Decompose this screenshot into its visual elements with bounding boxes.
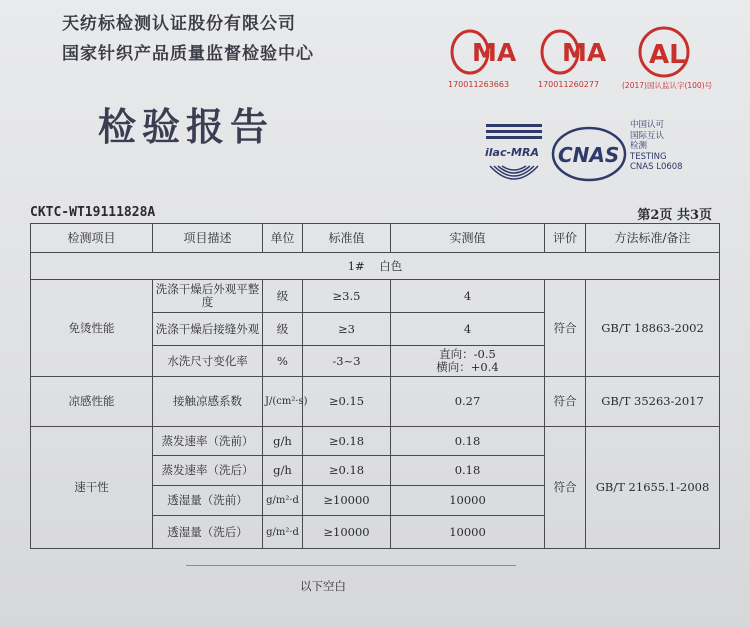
cma-icon xyxy=(540,28,618,76)
end-of-content-note: 以下空白 xyxy=(300,579,346,593)
page-title: 检验报告 xyxy=(98,104,275,149)
test-item: 速干性 xyxy=(31,427,153,549)
test-item: 免烫性能 xyxy=(31,280,153,377)
cnas-logo xyxy=(550,124,628,184)
cal-icon xyxy=(630,26,700,78)
cma-icon xyxy=(450,28,528,76)
cma-2-label: MA xyxy=(562,38,607,67)
cma-1-number: 170011263663 xyxy=(448,80,510,89)
report-number: CKTC-WT19111828A xyxy=(30,205,156,220)
cma-logo-2 xyxy=(540,28,618,76)
cnas-text-line: 国际互认 xyxy=(630,130,665,141)
column-header: 检测项目 xyxy=(31,224,153,253)
measured-value: 10000 xyxy=(391,516,545,549)
item-description: 蒸发速率（洗前） xyxy=(153,427,263,456)
column-header: 项目描述 xyxy=(153,224,263,253)
measured-value: 4 xyxy=(391,313,545,346)
cnas-text-line: 检测 xyxy=(630,141,648,151)
column-header: 实测值 xyxy=(391,224,545,253)
ilac-mra-logo xyxy=(480,118,548,198)
center-name: 国家针织产品质量监督检验中心 xyxy=(62,44,314,64)
cma-logo-1 xyxy=(450,28,528,76)
cnas-icon xyxy=(550,124,628,184)
cma-2-number: 170011260277 xyxy=(538,80,600,89)
measured-value: 0.27 xyxy=(391,377,545,427)
test-results-table xyxy=(30,223,720,549)
table-header-row xyxy=(31,224,720,253)
column-header: 评价 xyxy=(545,224,586,253)
cal-number: (2017)国认监认字(100)号 xyxy=(622,81,713,90)
standard-value: ≥3 xyxy=(303,313,391,346)
cal-logo xyxy=(630,26,700,78)
standard-value: ≥10000 xyxy=(303,516,391,549)
cma-1-label: MA xyxy=(472,38,517,67)
measured-value: 0.18 xyxy=(391,456,545,486)
table-row xyxy=(31,427,720,456)
measured-value: 直向：-0.5 横向：+0.4 xyxy=(391,346,545,377)
page-number: 第2页 共3页 xyxy=(637,208,712,223)
standard-value: ≥0.15 xyxy=(303,377,391,427)
unit: J/(cm²·s) xyxy=(263,377,303,427)
evaluation: 符合 xyxy=(545,377,586,427)
cnas-text-line: 中国认可 xyxy=(630,120,665,130)
standard-value: ≥0.18 xyxy=(303,456,391,486)
method-standard: GB/T 35263-2017 xyxy=(586,377,720,427)
sample-label: 1# 白色 xyxy=(31,253,720,280)
unit: g/m²·d xyxy=(263,486,303,516)
item-description: 洗涤干燥后外观平整度 xyxy=(153,280,263,313)
standard-value: ≥0.18 xyxy=(303,427,391,456)
item-description: 透湿量（洗后） xyxy=(153,516,263,549)
unit: g/h xyxy=(263,456,303,486)
unit: g/m²·d xyxy=(263,516,303,549)
item-description: 蒸发速率（洗后） xyxy=(153,456,263,486)
unit: g/h xyxy=(263,427,303,456)
column-header: 标准值 xyxy=(303,224,391,253)
unit: 级 xyxy=(263,313,303,346)
ilac-icon xyxy=(480,118,548,198)
table-row xyxy=(31,280,720,313)
item-description: 洗涤干燥后接缝外观 xyxy=(153,313,263,346)
end-divider xyxy=(186,565,516,566)
item-description: 接触凉感系数 xyxy=(153,377,263,427)
organization-name: 天纺标检测认证股份有限公司 xyxy=(62,14,296,34)
method-standard: GB/T 21655.1-2008 xyxy=(586,427,720,549)
item-description: 透湿量（洗前） xyxy=(153,486,263,516)
item-description: 水洗尺寸变化率 xyxy=(153,346,263,377)
evaluation: 符合 xyxy=(545,280,586,377)
standard-value: ≥3.5 xyxy=(303,280,391,313)
method-standard: GB/T 18863-2002 xyxy=(586,280,720,377)
cnas-text-line: CNAS L0608 xyxy=(630,162,683,172)
test-item: 凉感性能 xyxy=(31,377,153,427)
measured-value: 10000 xyxy=(391,486,545,516)
sample-row xyxy=(31,253,720,280)
standard-value: ≥10000 xyxy=(303,486,391,516)
cnas-text-line: TESTING xyxy=(630,151,667,162)
cal-label: AL xyxy=(649,40,686,70)
certification-marks xyxy=(440,20,740,200)
column-header: 方法标准/备注 xyxy=(586,224,720,253)
cnas-label: CNAS xyxy=(558,143,620,167)
table-row xyxy=(31,377,720,427)
unit: % xyxy=(263,346,303,377)
cnas-text xyxy=(630,120,683,173)
ilac-label: ilac-MRA xyxy=(485,146,539,159)
measured-value: 4 xyxy=(391,280,545,313)
standard-value: -3~3 xyxy=(303,346,391,377)
measured-value: 0.18 xyxy=(391,427,545,456)
unit: 级 xyxy=(263,280,303,313)
column-header: 单位 xyxy=(263,224,303,253)
evaluation: 符合 xyxy=(545,427,586,549)
